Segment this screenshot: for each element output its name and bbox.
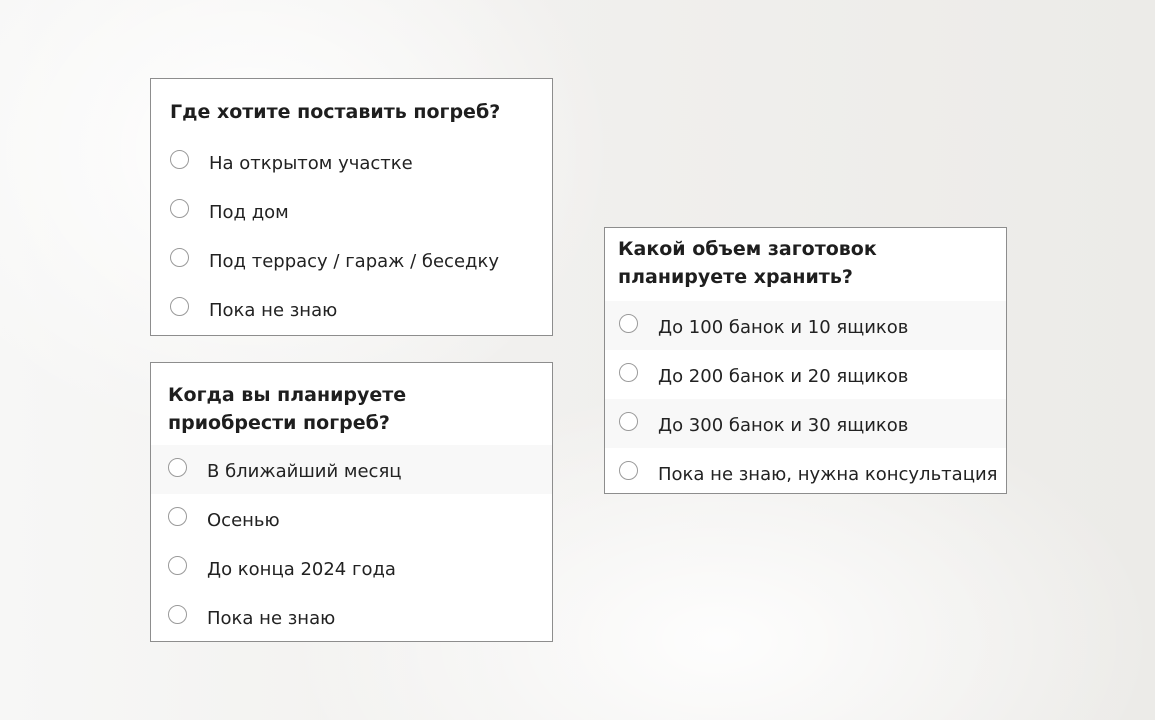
radio-icon[interactable] bbox=[168, 458, 187, 477]
option-label: Под террасу / гараж / беседку bbox=[209, 250, 499, 272]
options-list bbox=[151, 137, 552, 333]
option-label: Пока не знаю, нужна консультация bbox=[658, 463, 998, 485]
question-title: Где хотите поставить погреб? bbox=[170, 101, 501, 123]
option-label: Пока не знаю bbox=[207, 607, 336, 629]
question-card-timing bbox=[150, 362, 553, 642]
radio-icon[interactable] bbox=[170, 199, 189, 218]
option-label: Под дом bbox=[209, 201, 289, 223]
option-need-consultation[interactable] bbox=[605, 448, 1006, 497]
radio-icon[interactable] bbox=[168, 556, 187, 575]
option-under-house[interactable] bbox=[151, 186, 552, 235]
option-end-of-2024[interactable] bbox=[151, 543, 552, 592]
question-title: Какой объем заготовок планируете хранить? bbox=[618, 238, 877, 288]
option-dont-know[interactable] bbox=[151, 284, 552, 333]
option-next-month[interactable] bbox=[151, 445, 552, 494]
option-label: До конца 2024 года bbox=[207, 558, 396, 580]
option-open-area[interactable] bbox=[151, 137, 552, 186]
option-label: Пока не знаю bbox=[209, 299, 338, 321]
option-dont-know[interactable] bbox=[151, 592, 552, 641]
radio-icon[interactable] bbox=[619, 461, 638, 480]
option-under-terrace[interactable] bbox=[151, 235, 552, 284]
question-card-location bbox=[150, 78, 553, 336]
option-label: В ближайший месяц bbox=[207, 460, 402, 482]
option-label: До 200 банок и 20 ящиков bbox=[658, 365, 909, 387]
radio-icon[interactable] bbox=[619, 314, 638, 333]
option-300-jars[interactable] bbox=[605, 399, 1006, 448]
option-label: На открытом участке bbox=[209, 152, 413, 174]
question-title: Когда вы планируете приобрести погреб? bbox=[168, 384, 407, 434]
radio-icon[interactable] bbox=[170, 297, 189, 316]
option-autumn[interactable] bbox=[151, 494, 552, 543]
options-list bbox=[151, 445, 552, 641]
radio-icon[interactable] bbox=[168, 507, 187, 526]
radio-icon[interactable] bbox=[170, 248, 189, 267]
option-label: До 300 банок и 30 ящиков bbox=[658, 414, 909, 436]
radio-icon[interactable] bbox=[170, 150, 189, 169]
radio-icon[interactable] bbox=[619, 363, 638, 382]
option-100-jars[interactable] bbox=[605, 301, 1006, 350]
options-list bbox=[605, 301, 1006, 497]
question-card-volume bbox=[604, 227, 1007, 494]
option-200-jars[interactable] bbox=[605, 350, 1006, 399]
radio-icon[interactable] bbox=[168, 605, 187, 624]
option-label: До 100 банок и 10 ящиков bbox=[658, 316, 909, 338]
radio-icon[interactable] bbox=[619, 412, 638, 431]
option-label: Осенью bbox=[207, 509, 280, 531]
